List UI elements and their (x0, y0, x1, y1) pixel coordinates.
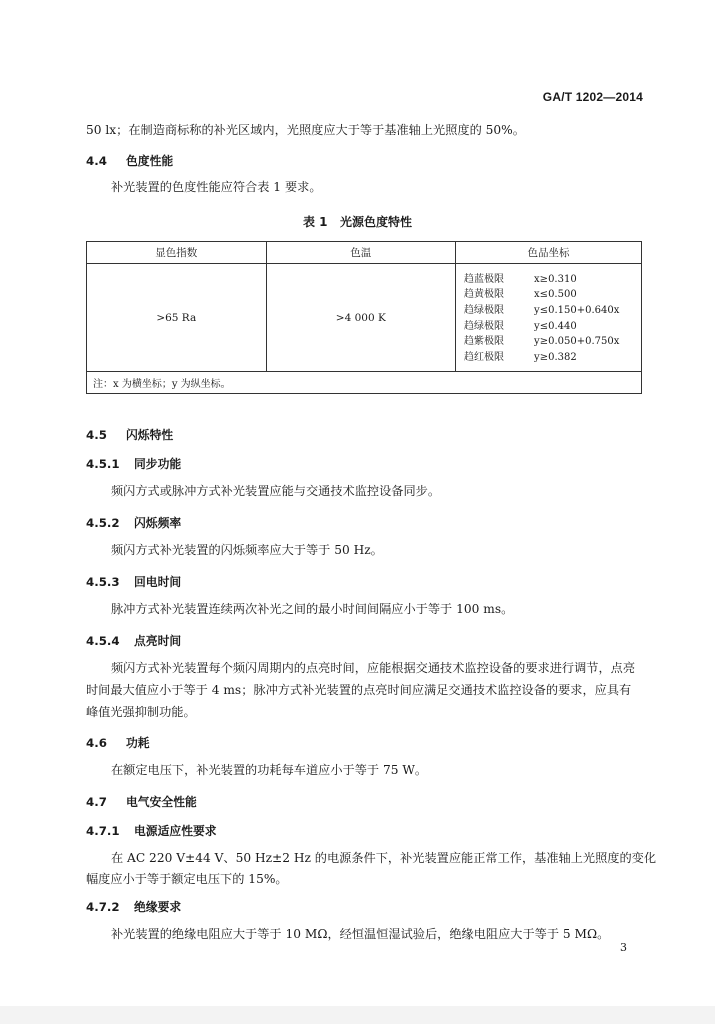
cell-cri: >65 Ra (87, 264, 267, 372)
section-4-5-2-heading (86, 514, 181, 531)
section-4-5-1-heading (86, 455, 181, 472)
coord-row (464, 319, 641, 335)
table-1-caption: 表 1 光源色度特性 (302, 215, 413, 229)
header-cri: 显色指数 (87, 242, 267, 264)
standard-code-header: GA/T 1202—2014 (542, 90, 643, 104)
coord-row (464, 350, 641, 366)
section-4-7-1-heading (86, 822, 217, 839)
section-number: 4.4 (86, 154, 107, 168)
section-title: 电源适应性要求 (134, 824, 217, 838)
section-number: 4.5.1 (86, 457, 120, 471)
section-4-7-heading (86, 793, 197, 810)
coord-value: y≤0.440 (534, 320, 577, 332)
section-4-5-4-line-1: 频闪方式补光装置每个频闪周期内的点亮时间，应能根据交通技术监控设备的要求进行调节，点亮 (111, 661, 636, 675)
section-4-7-2-text: 补光装置的绝缘电阻应大于等于 10 MΩ，经恒温恒湿试验后，绝缘电阻应大于等于 5 MΩ。 (111, 927, 610, 941)
section-title: 色度性能 (126, 154, 174, 168)
coord-limit: 趋红极限 (464, 351, 505, 363)
section-4-5-4-line-2: 时间最大值应小于等于 4 ms；脉冲方式补光装置的点亮时间应满足交通技术监控设备的要求，应具有 (86, 683, 632, 697)
coord-value: y≥0.382 (534, 351, 577, 363)
section-title: 电气安全性能 (126, 795, 197, 809)
section-4-5-heading (86, 426, 173, 443)
coord-limit: 趋绿极限 (464, 320, 505, 332)
section-number: 4.7.1 (86, 824, 120, 838)
section-4-5-1-text: 频闪方式或脉冲方式补光装置应能与交通技术监控设备同步。 (111, 484, 441, 498)
coord-limit: 趋蓝极限 (464, 273, 505, 285)
coord-value: x≥0.310 (534, 273, 577, 285)
section-title: 功耗 (126, 736, 150, 750)
section-4-7-1-line-1: 在 AC 220 V±44 V、50 Hz±2 Hz 的电源条件下，补光装置应能正常工作，基准轴上光照度的变化 (111, 851, 657, 865)
section-4-7-2-heading (86, 898, 181, 915)
coord-row (464, 287, 641, 303)
section-4-5-4-line-3: 峰值光强抑制功能。 (86, 705, 196, 719)
section-title: 同步功能 (134, 457, 182, 471)
coord-limit: 趋绿极限 (464, 304, 505, 316)
section-4-4-heading (86, 152, 173, 169)
section-4-5-2-text: 频闪方式补光装置的闪烁频率应大于等于 50 Hz。 (111, 543, 383, 557)
section-number: 4.5 (86, 428, 107, 442)
table-header-row (87, 242, 642, 264)
coord-value: y≤0.150+0.640x (534, 304, 620, 316)
section-4-5-4-heading (86, 632, 181, 649)
section-number: 4.5.2 (86, 516, 120, 530)
header-chromaticity: 色品坐标 (456, 242, 642, 264)
section-4-7-1-line-2: 幅度应小于等于额定电压下的 15%。 (86, 872, 288, 886)
section-number: 4.5.3 (86, 575, 120, 589)
coord-value: y≥0.050+0.750x (534, 336, 620, 348)
section-title: 点亮时间 (134, 634, 182, 648)
section-4-6-heading (86, 734, 150, 751)
table-row (87, 264, 642, 372)
cell-cct: >4 000 K (266, 264, 456, 372)
section-number: 4.7.2 (86, 900, 120, 914)
cell-chromaticity (456, 264, 642, 372)
table-1 (86, 241, 642, 394)
section-number: 4.5.4 (86, 634, 120, 648)
coord-row (464, 272, 641, 288)
section-number: 4.6 (86, 736, 107, 750)
paragraph-4-3-tail: 50 lx；在制造商标称的补光区域内，光照度应大于等于基准轴上光照度的 50%。 (86, 123, 525, 137)
table-note: 注：x 为横坐标；y 为纵坐标。 (87, 372, 642, 394)
page-number: 3 (620, 941, 627, 954)
header-cct: 色温 (266, 242, 456, 264)
section-4-4-text: 补光装置的色度性能应符合表 1 要求。 (111, 180, 322, 194)
coord-row (464, 303, 641, 319)
coord-row (464, 334, 641, 350)
scan-bottom-strip (0, 1006, 715, 1024)
section-title: 闪烁特性 (126, 428, 174, 442)
section-4-5-3-text: 脉冲方式补光装置连续两次补光之间的最小时间间隔应小于等于 100 ms。 (111, 602, 514, 616)
coord-value: x≤0.500 (534, 289, 577, 301)
coord-limit: 趋紫极限 (464, 336, 505, 348)
section-4-5-3-heading (86, 573, 181, 590)
section-number: 4.7 (86, 795, 107, 809)
section-4-6-text: 在额定电压下，补光装置的功耗每车道应小于等于 75 W。 (111, 763, 428, 777)
table-note-row (87, 372, 642, 394)
section-title: 回电时间 (134, 575, 182, 589)
coord-limit: 趋黄极限 (464, 289, 505, 301)
section-title: 绝缘要求 (134, 900, 182, 914)
section-title: 闪烁频率 (134, 516, 182, 530)
